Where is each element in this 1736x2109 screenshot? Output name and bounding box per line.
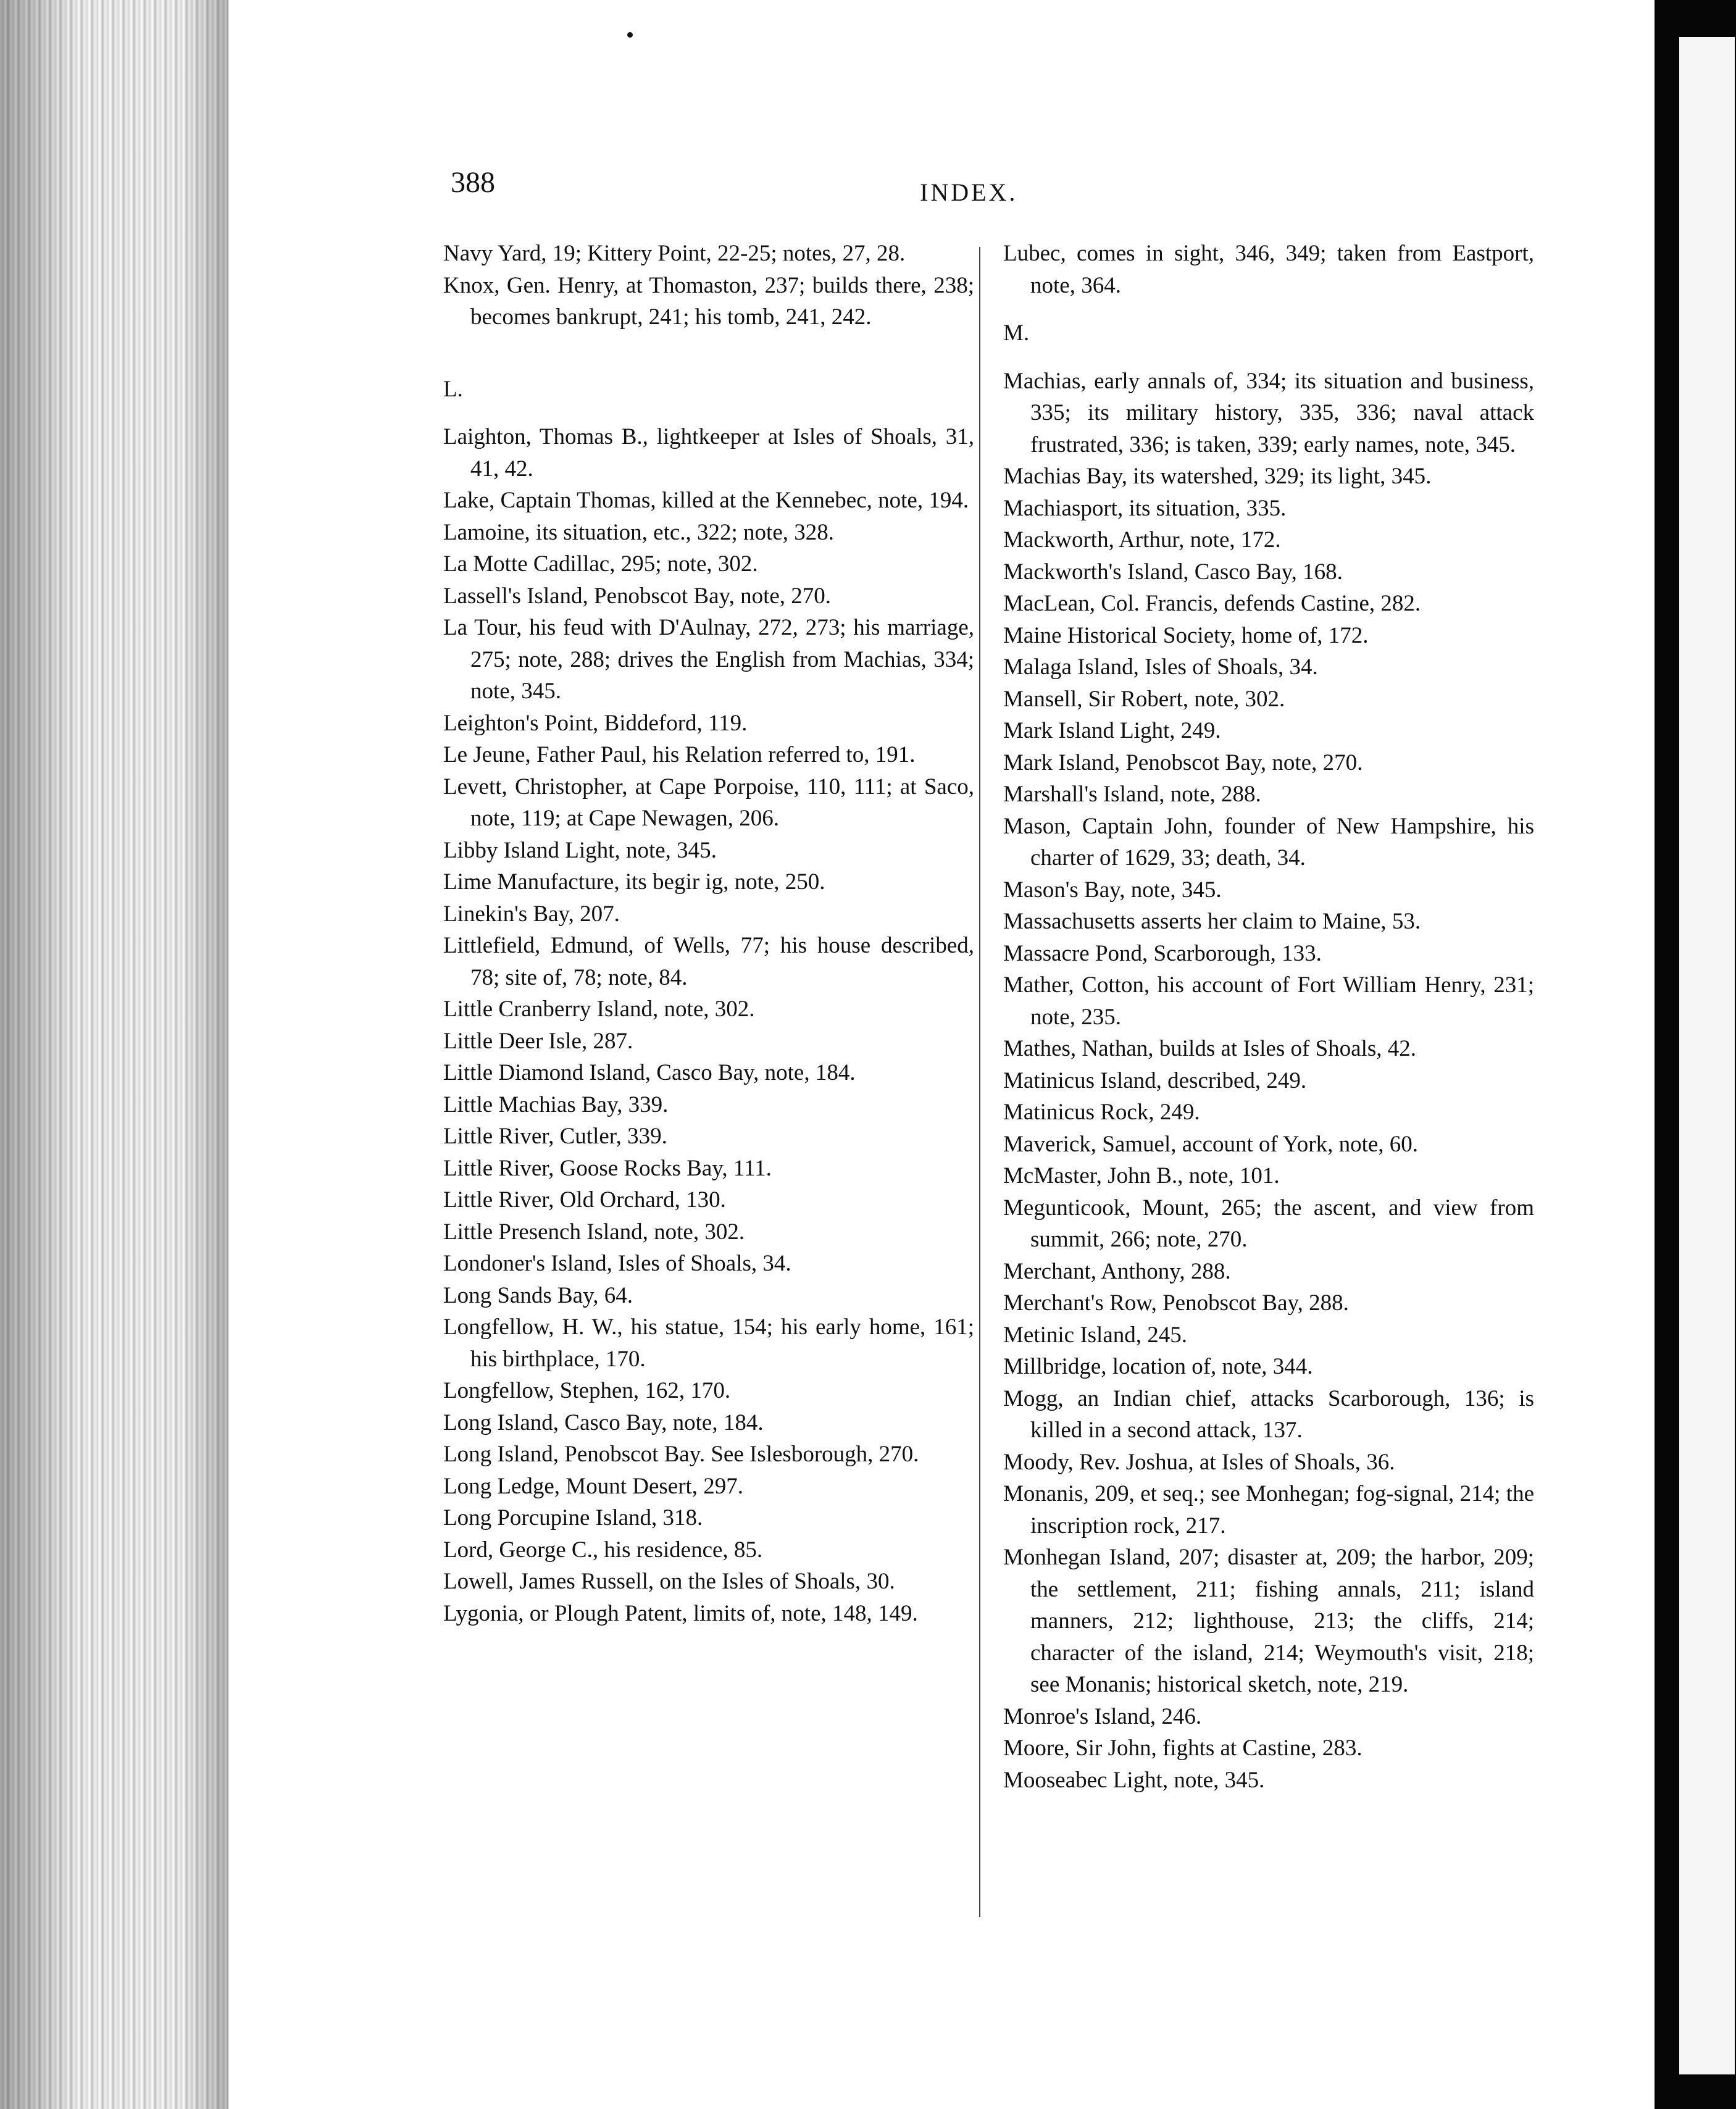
index-entry: Lime Manufacture, its begir ig, note, 250.	[443, 869, 825, 895]
index-entry: Lowell, James Russell, on the Isles of Shoals, 30.	[443, 1569, 895, 1594]
index-entry: Mansell, Sir Robert, note, 302.	[1003, 686, 1285, 712]
index-entry: Leighton's Point, Biddeford, 119.	[443, 710, 748, 736]
index-entry: Merchant's Row, Penobscot Bay, 288.	[1003, 1290, 1349, 1316]
index-entry: La Motte Cadillac, 295; note, 302.	[443, 551, 758, 577]
section-letter-l: L.	[443, 376, 463, 402]
index-entry: Lake, Captain Thomas, killed at the Kennebec, note, 194.	[443, 488, 969, 513]
index-entry: Little River, Old Orchard, 130.	[443, 1187, 726, 1213]
index-entry: McMaster, John B., note, 101.	[1003, 1163, 1280, 1188]
index-entry: Longfellow, Stephen, 162, 170.	[443, 1378, 731, 1403]
column-divider	[979, 247, 980, 1917]
index-entry: Machiasport, its situation, 335.	[1003, 495, 1287, 521]
index-entry: Little Machias Bay, 339.	[443, 1092, 669, 1117]
index-entry: Little Cranberry Island, note, 302.	[443, 996, 755, 1022]
index-entry: Londoner's Island, Isles of Shoals, 34.	[443, 1251, 791, 1276]
index-entry: Lassell's Island, Penobscot Bay, note, 270.	[443, 583, 832, 609]
index-entry: Maine Historical Society, home of, 172.	[1003, 622, 1369, 648]
index-entry: Megunticook, Mount, 265; the ascent, and view from summit, 266; note, 270.	[1003, 1195, 1534, 1252]
index-entry: Maverick, Samuel, account of York, note, 60.	[1003, 1131, 1419, 1157]
index-entry: Lord, George C., his residence, 85.	[443, 1537, 763, 1563]
index-entry: Navy Yard, 19; Kittery Point, 22-25; notes, 27, 28.	[443, 241, 906, 266]
index-entry: Knox, Gen. Henry, at Thomaston, 237; builds there, 238; becomes bankrupt, 241; his tomb, 241, 242.	[443, 272, 974, 330]
index-entry: Massachusetts asserts her claim to Maine, 53.	[1003, 909, 1421, 934]
index-entry: Matinicus Island, described, 249.	[1003, 1067, 1307, 1093]
index-entry: Mogg, an Indian chief, attacks Scarborough, 136; is killed in a second attack, 137.	[1003, 1385, 1534, 1443]
index-entry: Little Presench Island, note, 302.	[443, 1219, 745, 1245]
index-entry: Mackworth's Island, Casco Bay, 168.	[1003, 559, 1343, 585]
left-column	[443, 238, 974, 1629]
index-entry: Long Sands Bay, 64.	[443, 1282, 633, 1308]
index-entry: Lygonia, or Plough Patent, limits of, note, 148, 149.	[443, 1600, 918, 1626]
index-entry: Le Jeune, Father Paul, his Relation referred to, 191.	[443, 742, 916, 767]
index-entry: Linekin's Bay, 207.	[443, 901, 620, 927]
index-entry: Long Ledge, Mount Desert, 297.	[443, 1473, 744, 1499]
ink-speck	[627, 32, 633, 38]
index-entry: Machias, early annals of, 334; its situation and business, 335; its military history, 335, 336; naval attack frustrated, 336; is taken, 339; early names, note, 345.	[1003, 368, 1534, 457]
page-edge-shadow	[0, 0, 228, 2109]
index-entry: Libby Island Light, note, 345.	[443, 837, 717, 863]
index-entry: Long Porcupine Island, 318.	[443, 1505, 703, 1531]
index-entry: Lamoine, its situation, etc., 322; note, 328.	[443, 519, 835, 545]
index-entry: Monhegan Island, 207; disaster at, 209; the harbor, 209; the settlement, 211; fishing annals, 211; island manners, 212; lighthouse, 213; the cliffs, 214; character of the island, 214; Weymouth's visit, 218; see Monanis; historical sketch, note, 219.	[1003, 1545, 1534, 1697]
index-entry: Little Diamond Island, Casco Bay, note, 184.	[443, 1060, 856, 1085]
index-entry: Little River, Goose Rocks Bay, 111.	[443, 1155, 772, 1181]
running-head: INDEX.	[920, 178, 1018, 206]
facing-page-edge	[1679, 37, 1735, 2074]
index-entry: Laighton, Thomas B., lightkeeper at Isles of Shoals, 31, 41, 42.	[443, 424, 974, 482]
index-entry: Mooseabec Light, note, 345.	[1003, 1767, 1265, 1793]
index-entry: Mackworth, Arthur, note, 172.	[1003, 527, 1281, 553]
index-entry: Monanis, 209, et seq.; see Monhegan; fog-signal, 214; the inscription rock, 217.	[1003, 1481, 1534, 1539]
section-letter-m: M.	[1003, 320, 1030, 346]
index-entry: Levett, Christopher, at Cape Porpoise, 110, 111; at Saco, note, 119; at Cape Newagen, 206.	[443, 774, 974, 831]
right-column	[1003, 238, 1534, 1796]
index-entry: Metinic Island, 245.	[1003, 1322, 1188, 1348]
index-entry: Matinicus Rock, 249.	[1003, 1100, 1200, 1125]
index-entry: Marshall's Island, note, 288.	[1003, 782, 1261, 807]
index-entry: La Tour, his feud with D'Aulnay, 272, 273; his marriage, 275; note, 288; drives the English from Machias, 334; note, 345.	[443, 615, 974, 704]
index-entry: Long Island, Casco Bay, note, 184.	[443, 1409, 764, 1435]
index-entry: Millbridge, location of, note, 344.	[1003, 1354, 1313, 1379]
index-entry: Littlefield, Edmund, of Wells, 77; his house described, 78; site of, 78; note, 84.	[443, 933, 974, 990]
index-entry: Massacre Pond, Scarborough, 133.	[1003, 940, 1322, 966]
index-entry: Longfellow, H. W., his statue, 154; his early home, 161; his birthplace, 170.	[443, 1314, 974, 1372]
index-entry: Mathes, Nathan, builds at Isles of Shoals, 42.	[1003, 1036, 1416, 1061]
index-entry: Little River, Cutler, 339.	[443, 1124, 667, 1149]
index-entry: Mark Island, Penobscot Bay, note, 270.	[1003, 750, 1363, 775]
index-entry: Moore, Sir John, fights at Castine, 283.	[1003, 1735, 1363, 1761]
index-entry: Lubec, comes in sight, 346, 349; taken from Eastport, note, 364.	[1003, 241, 1534, 298]
index-entry: Malaga Island, Isles of Shoals, 34.	[1003, 654, 1318, 680]
page-number: 388	[451, 166, 495, 199]
index-entry: Mather, Cotton, his account of Fort William Henry, 231; note, 235.	[1003, 972, 1534, 1030]
index-entry: MacLean, Col. Francis, defends Castine, 282.	[1003, 591, 1421, 616]
index-entry: Moody, Rev. Joshua, at Isles of Shoals, 36.	[1003, 1449, 1395, 1475]
index-entry: Mason's Bay, note, 345.	[1003, 877, 1222, 903]
index-entry: Machias Bay, its watershed, 329; its light, 345.	[1003, 464, 1432, 489]
index-entry: Long Island, Penobscot Bay. See Islesborough, 270.	[443, 1442, 919, 1467]
index-entry: Mark Island Light, 249.	[1003, 718, 1221, 743]
index-entry: Merchant, Anthony, 288.	[1003, 1258, 1231, 1284]
index-entry: Little Deer Isle, 287.	[443, 1028, 633, 1054]
index-entry: Mason, Captain John, founder of New Hampshire, his charter of 1629, 33; death, 34.	[1003, 813, 1534, 871]
index-entry: Monroe's Island, 246.	[1003, 1703, 1202, 1729]
